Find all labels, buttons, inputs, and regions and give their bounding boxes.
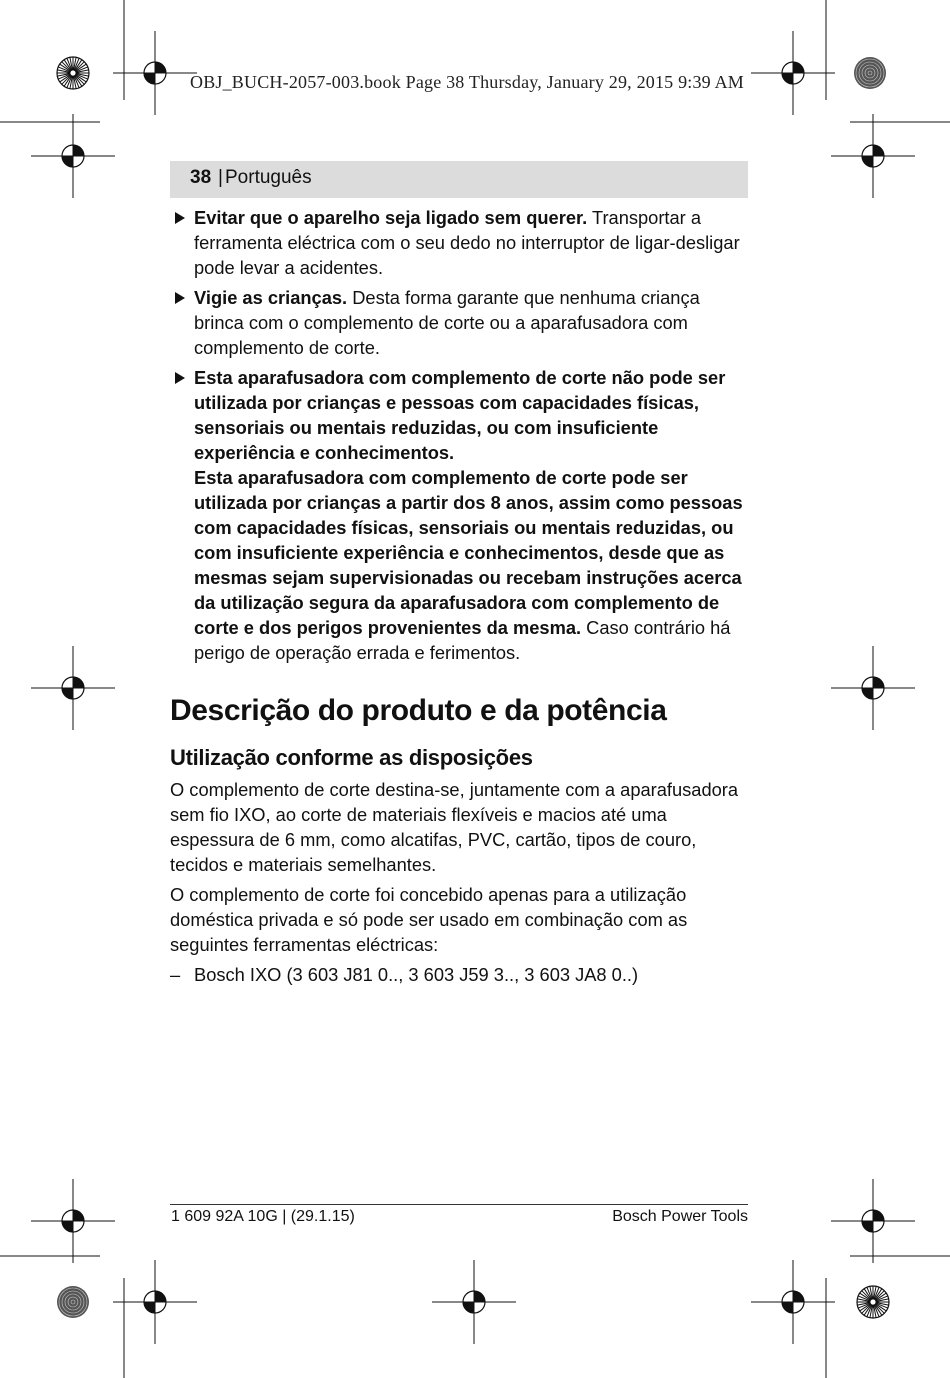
page-header-separator: | — [218, 167, 223, 188]
page-header-bar — [170, 161, 748, 198]
footer-document-number: 1 609 92A 10G | (29.1.15) — [171, 1208, 355, 1225]
bullet-text: Caso contrário há perigo de operação errada e ferimentos. — [194, 617, 731, 663]
footer-brand: Bosch Power Tools — [612, 1208, 748, 1225]
bullet-triangle-icon — [175, 292, 185, 304]
bullet-bold-text: Vigie as crianças. — [194, 287, 348, 308]
bullet-triangle-icon — [175, 212, 185, 224]
list-item-text: Bosch IXO (3 603 J81 0.., 3 603 J59 3.., 3 603 JA8 0..) — [194, 964, 639, 985]
body-paragraph: O complemento de corte foi concebido apenas para a utilização doméstica privada e só pode ser usado em combinação com as seguintes ferramentas eléctricas: — [170, 884, 688, 955]
body-paragraph: O complemento de corte destina-se, juntamente com a aparafusadora sem fio IXO, ao corte de materiais flexíveis e macios até uma espessura de 6 mm, como alcatifas, PVC, cartão, tipos de couro, tecidos e materiais semelhantes. — [170, 779, 739, 875]
subsection-title: Utilização conforme as disposições — [170, 745, 533, 770]
page-language: Português — [225, 167, 312, 188]
page-number: 38 — [190, 167, 212, 188]
page-content — [170, 205, 750, 987]
bullet-triangle-icon — [175, 372, 185, 384]
list-dash: – — [170, 964, 181, 985]
safety-bullet — [170, 365, 750, 665]
list-item — [170, 962, 750, 987]
footer-rule — [170, 1204, 748, 1205]
safety-bullet — [170, 285, 750, 360]
safety-bullet — [170, 205, 750, 280]
bullet-text: Transportar a ferramenta eléctrica com o seu dedo no interruptor de ligar-desligar pode levar a acidentes. — [194, 207, 740, 278]
bullet-text: Desta forma garante que nenhuma criança brinca com o complemento de corte ou a aparafusadora com complemento de corte. — [194, 287, 700, 358]
bullet-bold-text: Evitar que o aparelho seja ligado sem querer. — [194, 207, 588, 228]
book-file-header: OBJ_BUCH-2057-003.book Page 38 Thursday, January 29, 2015 9:39 AM — [190, 72, 744, 92]
bullet-bold-text-continued: Esta aparafusadora com complemento de corte pode ser utilizada por crianças a partir dos 8 anos, assim como pessoas com capacidades físicas, sensoriais ou mentais reduzidas, ou com insuficiente experiência e conhecimentos, desde que as mesmas sejam supervisionadas ou recebam instruções acerca da utilização segura da aparafusadora com complemento de corte e dos perigos provenientes da mesma. — [194, 467, 743, 638]
section-title: Descrição do produto e da potência — [170, 694, 667, 727]
bullet-bold-text: Esta aparafusadora com complemento de corte não pode ser utilizada por crianças e pessoas com capacidades físicas, sensoriais ou mentais reduzidas, ou com insuficiente experiência e conhecimentos. — [194, 367, 726, 463]
